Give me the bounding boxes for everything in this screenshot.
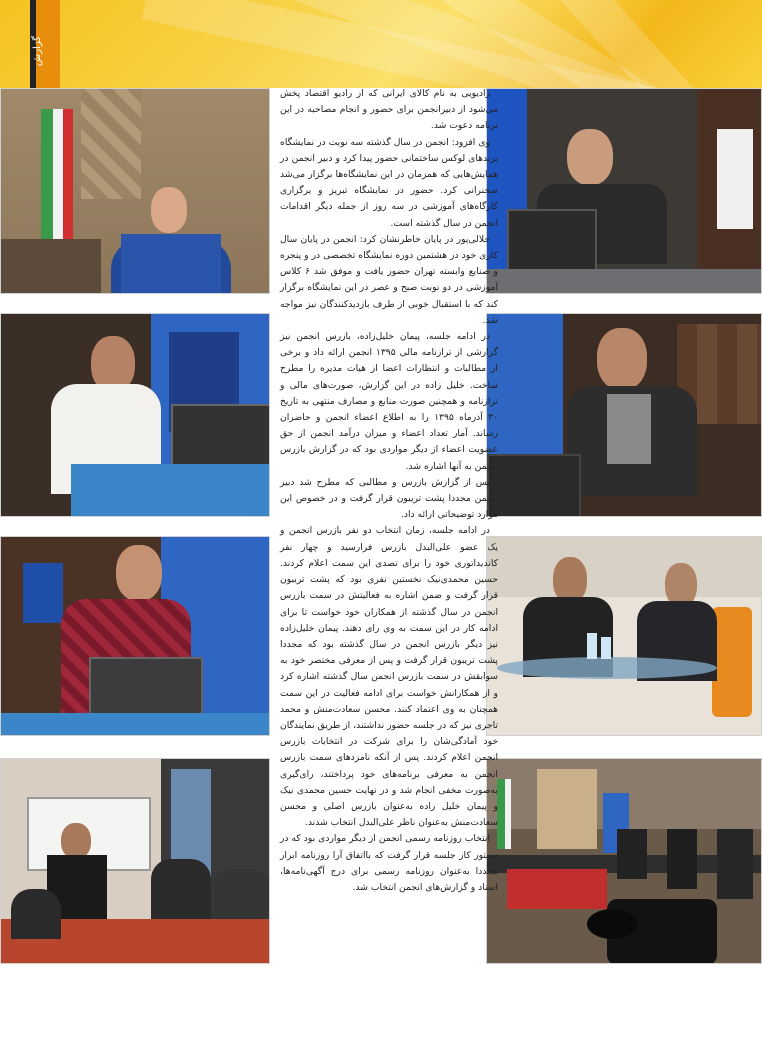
- article-paragraph: در ادامه جلسه، پیمان خلیل‌زاده، بازرس انجمن نیز گزارشی از ترازنامه مالی ۱۳۹۵ انجمن ارائه داد و برخی از مطالبات و انتظارات اعضا از هیات مدیره را مطرح ساخت. خلیل زاده در این گزارش، صورت‌های مالی و ترازنامه و همچنین صورت منابع و مصارف منتهی به تاریخ ۳۰ آذرماه ۱۳۹۵ را به اطلاع اعضاء انجمن و حاضران رساند. آمار تعداد اعضاء و میزان درآمد انجمن از حق عضویت اعضاء از دیگر مواردی بود که در گزارش بازرس انجمن به آنها اشاره شد.: [280, 331, 498, 472]
- article-paragraph: انتخاب روزنامه رسمی انجمن از دیگر مواردی بود که در دستور کار جلسه قرار گرفت که بااتفاق آرا روزنامه ابرار مجددا به‌عنوان روزنامه رسمی برای درج آگهی‌نامه‌ها، اسناد و گزارش‌های انجمن انتخاب شد.: [280, 833, 498, 893]
- photo-man-laptop-2: [486, 313, 762, 517]
- photo-speaker-flag: [0, 88, 270, 294]
- photo-two-men-table: [486, 536, 762, 736]
- article-paragraph: در ادامه جلسه، زمان انتخاب دو نفر بازرس انجمن و یک عضو علی‌البدل بازرس فرارسید و چهار نفر کاندیداتوری خود را برای تصدی این سمت اعلام کردند. حسین محمدی‌نیک نخستین نفری بود که پشت تریبون قرار گرفت و ضمن اشاره به فعالیتش در سمت بازرس انجمن در سال گذشته از همکاران خود خواست تا برای ادامه کار در این سمت به وی رای دهند. پیمان خلیل‌زاده نیز دیگر بازرس انجمن در سال گذشته بود که مجددا پشت تریبون قرار گرفت و پس از معرفی مختصر خود به سوابقش در سمت بازرس انجمن سال گذشته اشاره کرد و از همکارانش خواست برای ادامه فعالیت در این سمت همچنان به وی اعتماد کنند. محسن سعادت‌منش و محمد تاجری نیز که در جلسه حضور نداشتند، از طریق نمایندگان خود آمادگی‌شان را برای شرکت در انتخابات بازرس انجمن اعلام کردند. پس از آنکه نامزدهای سمت بازرس انجمن به معرفی برنامه‌های خود پرداختند، رای‌گیری به‌صورت مخفی انجام شد و در نهایت حسین محمدی نیک و پیمان خلیل زاده به‌عنوان بازرس اصلی و محسن سعادت‌منش به‌عنوان ناظر علی‌البدل انتخاب شدند.: [280, 525, 498, 829]
- article-body: [280, 86, 498, 896]
- article-paragraph: پس از گزارش بازرس و مطالبی که مطرح شد دبیر انجمن مجددا پشت تریبون قرار گرفت و در خصوص این موارد توضیحاتی ارائه داد.: [280, 476, 498, 521]
- article-paragraph: جلالی‌پور در پایان خاطرنشان کرد: انجمن در پایان سال کاری خود در هشتمین دوره نمایشگاه تخصصی در و پنجره و صنایع وابسته تهران حضور یافت و موفق شد ۶ کلاس آموزشی در دو نوبت صبح و عصر در این نمایشگاه برگزار کند که با استقبال خوبی از طرف بازدیدکنندگان نیز مواجه شد.: [280, 233, 498, 326]
- photo-whiteboard-meeting: [0, 758, 270, 964]
- photo-man-laptop-1: [486, 88, 762, 294]
- article-paragraph: وی افزود: انجمن در سال گذشته سه نوبت در نمایشگاه برندهای لوکس ساختمانی حضور پیدا کرد و دبیر انجمن در همایش‌هایی که همزمان در این نمایشگاه‌ها برگزار می‌شد سخنرانی کرد. حضور در نمایشگاه تبریز و برگزاری کارگاه‌های آموزشی در سه روز از جمله دیگر اقدامات انجمن در سال گذشته است.: [280, 136, 498, 229]
- photo-hall-camera: [486, 758, 762, 964]
- article-paragraph: رادیویی به نام کالای ایرانی که از رادیو اقتصاد پخش می‌شود از دبیرانجمن برای حضور و انجام مصاحبه در این برنامه دعوت شد.: [280, 88, 498, 132]
- photo-man-sweater-laptop: [0, 536, 270, 736]
- photo-speaker-white-shirt: [0, 313, 270, 517]
- section-label: گزارش: [32, 36, 43, 67]
- header-banner: [0, 0, 762, 88]
